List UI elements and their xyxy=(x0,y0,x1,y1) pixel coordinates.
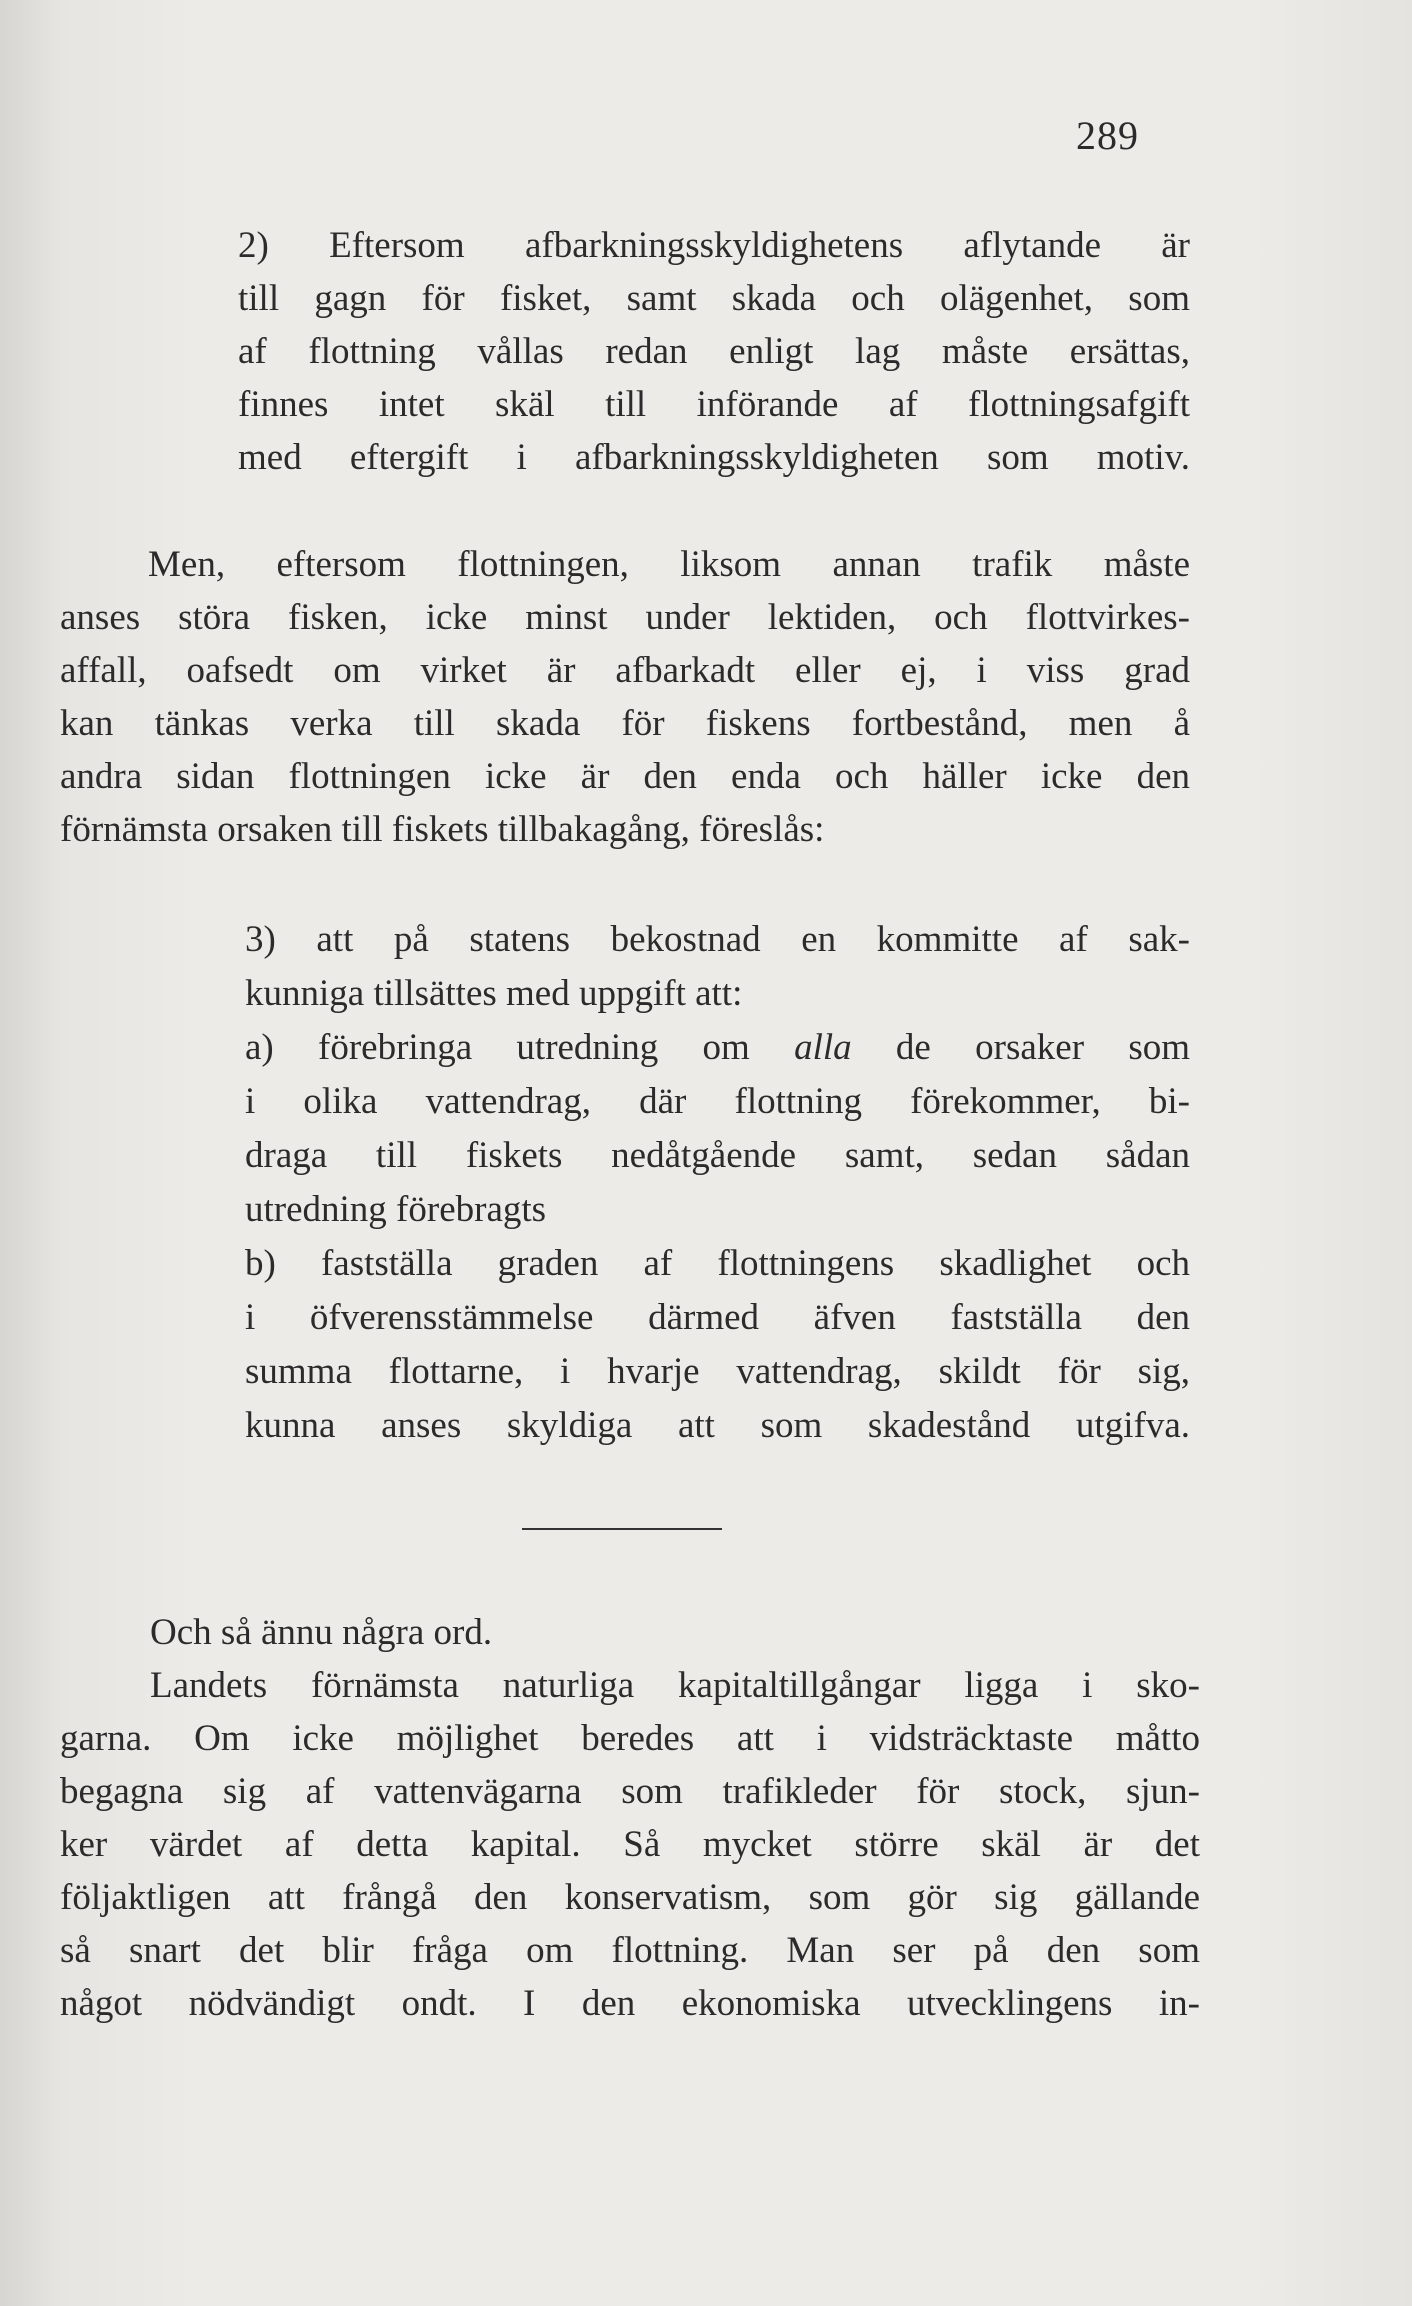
paragraph-landets-line: något nödvändigt ondt. I den ekonomiska utvecklingens in- xyxy=(60,1983,1200,2024)
paragraph-2-line: 2) Eftersom afbarkningsskyldighetens aflytande är xyxy=(238,225,1190,266)
paragraph-3-line: summa flottarne, i hvarje vattendrag, skildt för sig, xyxy=(245,1351,1190,1392)
paragraph-2-line: till gagn för fisket, samt skada och olägenhet, som xyxy=(238,278,1190,319)
paragraph-men-line: anses störa fisken, icke minst under lektiden, och flottvirkes- xyxy=(60,597,1190,638)
paragraph-3-line: kunna anses skyldiga att som skadestånd utgifva. xyxy=(245,1405,1190,1446)
paragraph-landets-line: så snart det blir fråga om flottning. Man ser på den som xyxy=(60,1930,1200,1971)
paragraph-landets-line: ker värdet af detta kapital. Så mycket större skäl är det xyxy=(60,1824,1200,1865)
paragraph-men-line: Men, eftersom flottningen, liksom annan trafik måste xyxy=(148,544,1190,585)
page-number: 289 xyxy=(1076,113,1139,158)
paragraph-men-line: kan tänkas verka till skada för fiskens fortbestånd, men å xyxy=(60,703,1190,744)
paragraph-landets-line: Landets förnämsta naturliga kapitaltillgångar ligga i sko- xyxy=(150,1665,1200,1706)
paragraph-landets-line: garna. Om icke möjlighet beredes att i vidsträcktaste måtto xyxy=(60,1718,1200,1759)
closing-heading: Och så ännu några ord. xyxy=(150,1612,493,1653)
paragraph-3-line: i öfverensstämmelse därmed äfven fastställa den xyxy=(245,1297,1190,1338)
paragraph-men-line: affall, oafsedt om virket är afbarkadt eller ej, i viss grad xyxy=(60,650,1190,691)
paragraph-men-line: förnämsta orsaken till fiskets tillbakagång, föreslås: xyxy=(60,809,825,850)
item-a-text: a) förebringa utredning om xyxy=(245,1027,795,1068)
paragraph-2-line: af flottning vållas redan enligt lag måste ersättas, xyxy=(238,331,1190,372)
item-a-line xyxy=(245,1021,1190,1074)
paragraph-2-line: med eftergift i afbarkningsskyldigheten som motiv. xyxy=(238,437,1190,478)
paragraph-3-line: kunniga tillsättes med uppgift att: xyxy=(245,973,743,1014)
section-divider xyxy=(522,1528,722,1530)
paragraph-men-line: andra sidan flottningen icke är den enda och häller icke den xyxy=(60,756,1190,797)
paragraph-3-line: draga till fiskets nedåtgående samt, sedan sådan xyxy=(245,1135,1190,1176)
paragraph-3-line: utredning förebragts xyxy=(245,1189,547,1230)
paragraph-3-line: i olika vattendrag, där flottning förekommer, bi- xyxy=(245,1081,1190,1122)
paragraph-landets-line: följaktligen att frångå den konservatism, som gör sig gällande xyxy=(60,1877,1200,1918)
paragraph-landets-line: begagna sig af vattenvägarna som trafikleder för stock, sjun- xyxy=(60,1771,1200,1812)
item-b-line: b) fastställa graden af flottningens skadlighet och xyxy=(245,1243,1190,1284)
item-a-text: de orsaker som xyxy=(851,1027,1190,1068)
paragraph-3-line: 3) att på statens bekostnad en kommitte af sak- xyxy=(245,919,1190,960)
item-a-emphasis: alla xyxy=(794,1027,852,1068)
paragraph-2-line: finnes intet skäl till införande af flottningsafgift xyxy=(238,384,1190,425)
